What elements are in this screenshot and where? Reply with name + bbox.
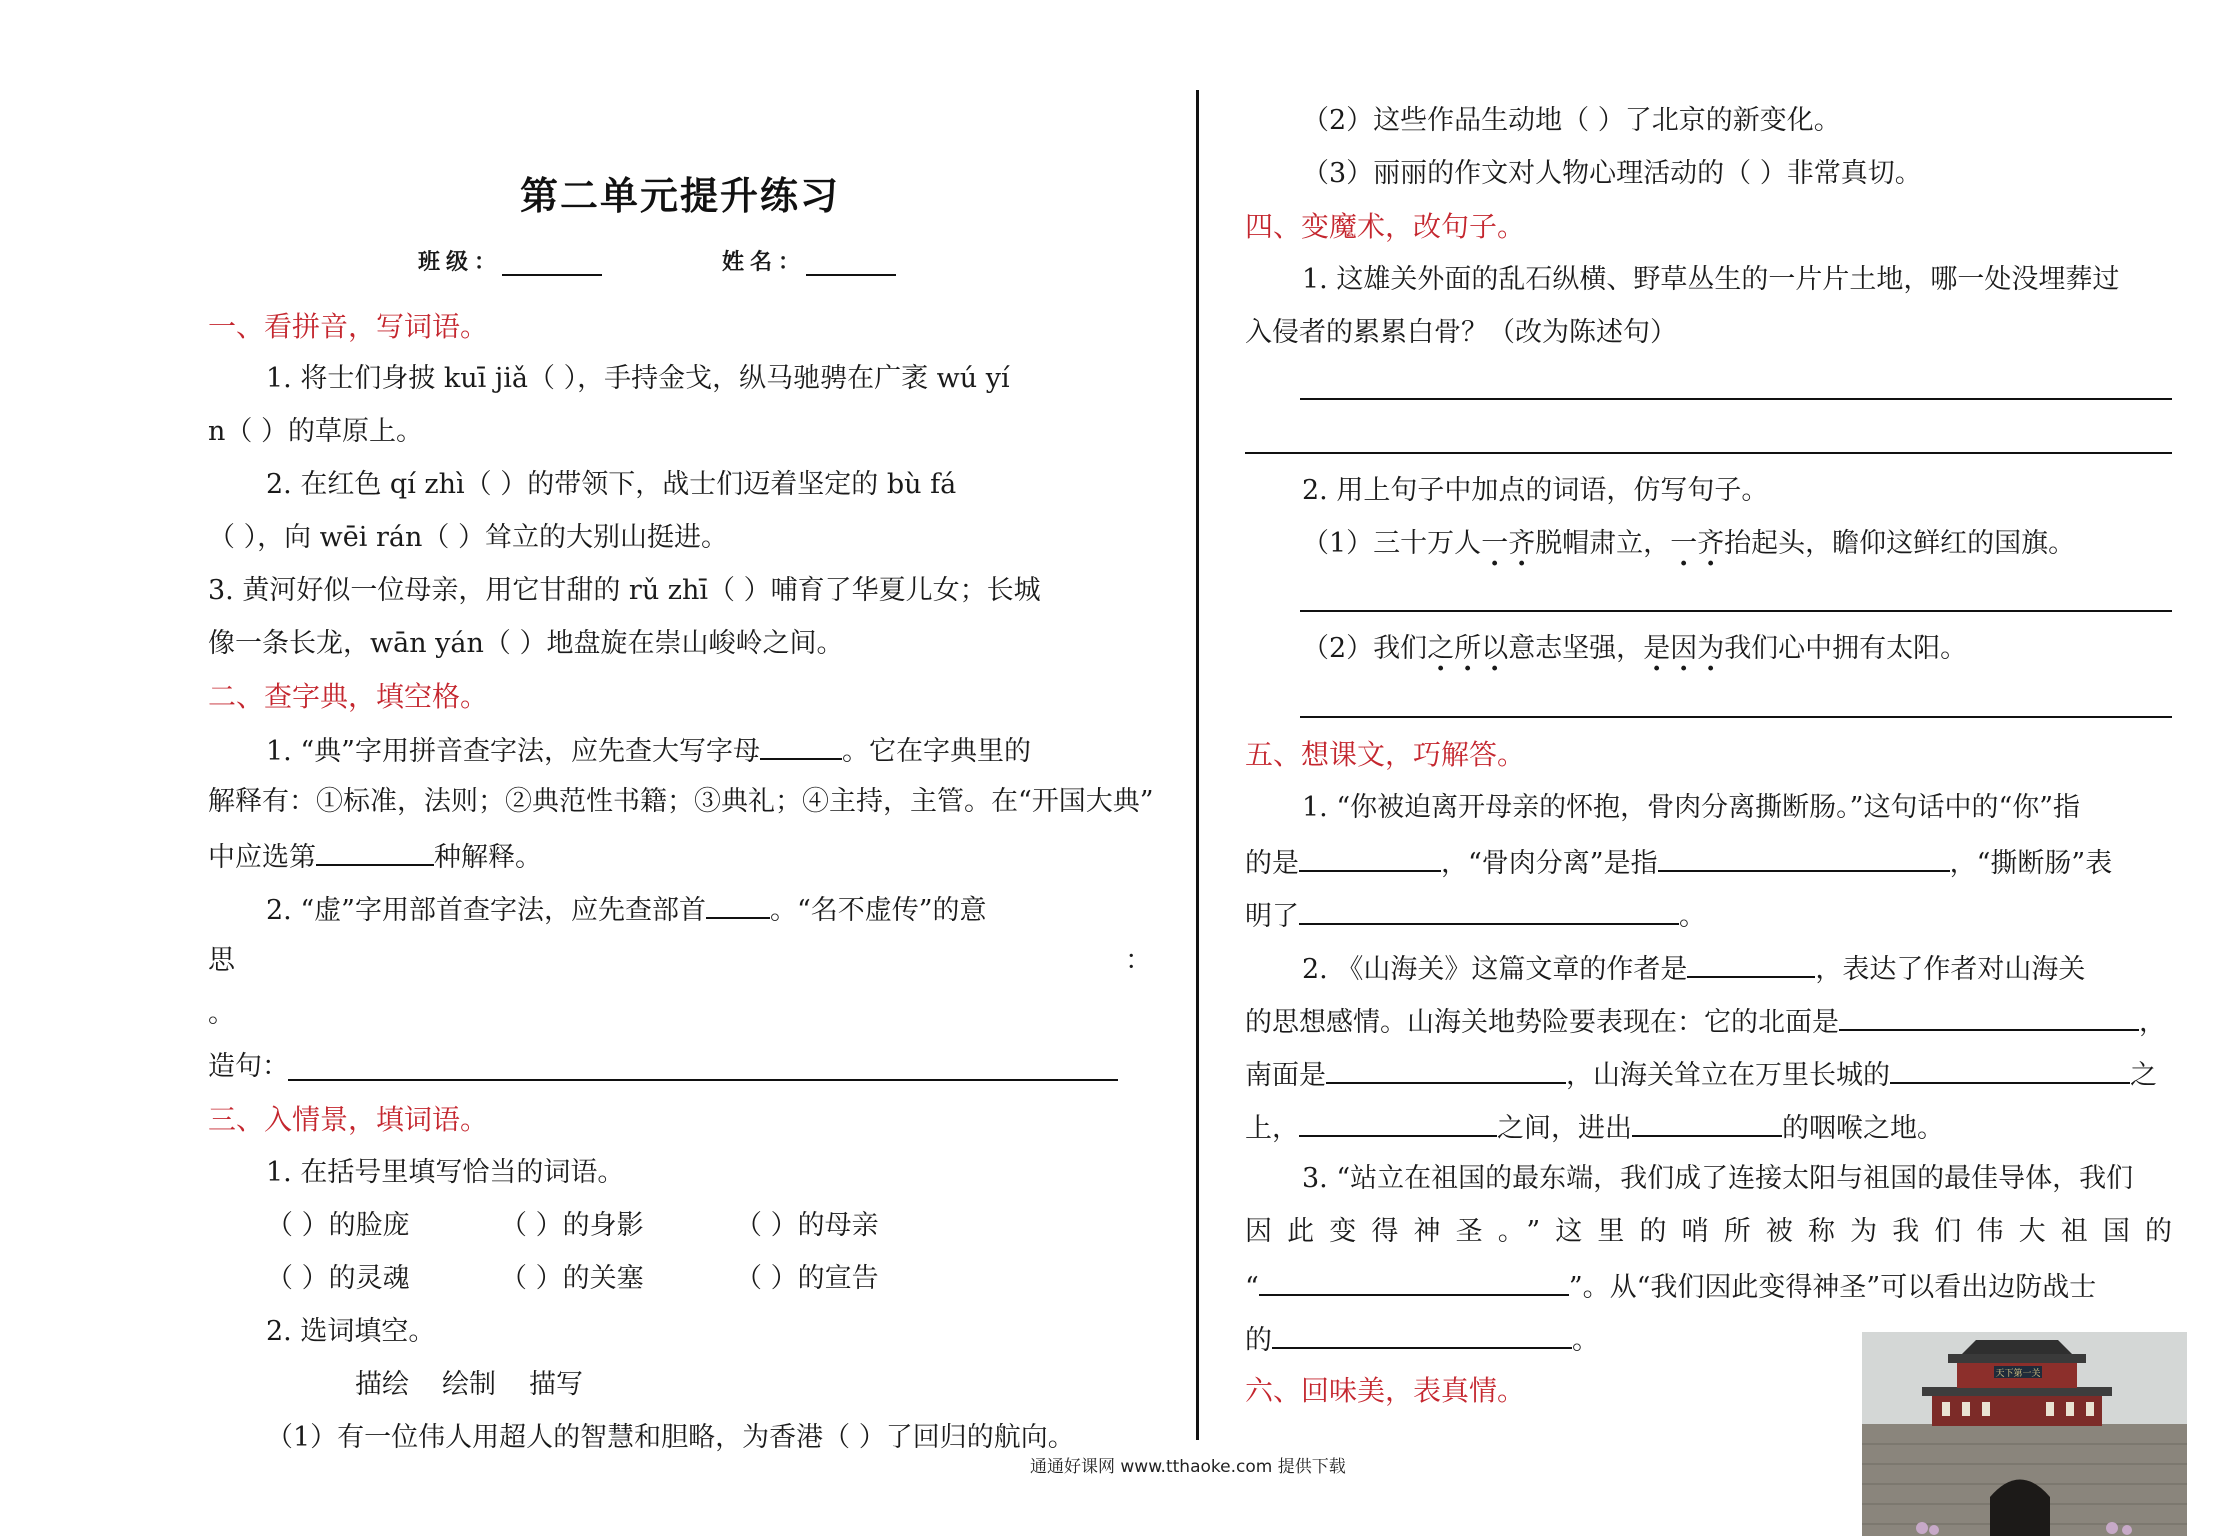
s2-q1-text-c2: 种解释。 xyxy=(434,842,542,873)
section-3-heading: 三、入情景，填词语。 xyxy=(208,1103,489,1136)
s4-q2-1-dotted-2: 齐 xyxy=(1508,528,1536,559)
s1-q2-line-b: （ ），向 wēi rán（ ）耸立的大别山挺进。 xyxy=(208,522,728,553)
s2-q1-blank-letter[interactable] xyxy=(760,732,842,760)
section-4-heading: 四、变魔术，改句子。 xyxy=(1245,210,1526,243)
s5-q2-text-c1: 南面是 xyxy=(1245,1060,1326,1091)
s4-q2-2-answer-line[interactable] xyxy=(1300,716,2172,718)
s5-q2-blank-between[interactable] xyxy=(1299,1109,1497,1137)
s5-q3-blank-name[interactable] xyxy=(1259,1268,1569,1296)
s5-q1-text-c2: 。 xyxy=(1679,901,1706,932)
sentence-answer-line[interactable] xyxy=(288,1079,1118,1081)
s2-q2-text-d: 造句： xyxy=(208,1051,289,1082)
s4-q2-1-pre: （1）三十万人 xyxy=(1302,528,1482,559)
s3-row-1-item-2: （ ）的身影 xyxy=(500,1210,644,1241)
s5-q3-line-d xyxy=(1245,1321,1599,1358)
s3-q1-text: 1. 在括号里填写恰当的词语。 xyxy=(266,1157,625,1188)
s5-q3-text-d2: 。 xyxy=(1572,1325,1599,1356)
s2-q2-text-c: 。 xyxy=(208,998,235,1029)
s5-q1-text-b1: 的是 xyxy=(1245,848,1299,879)
s4-q2-2-dotted-2: 所 xyxy=(1454,633,1482,664)
s3-row-2-item-2: （ ）的关塞 xyxy=(500,1263,644,1294)
section-2-heading: 二、查字典，填空格。 xyxy=(208,680,489,713)
s4-q2-2-dotted-1: 之 xyxy=(1427,633,1455,664)
s5-q1-line-a: 1. “你被迫离开母亲的怀抱，骨肉分离撕断肠。”这句话中的“你”指 xyxy=(1302,792,2081,823)
s2-q2-blank-radical[interactable] xyxy=(706,891,770,919)
s4-q2-2-pre: （2）我们 xyxy=(1302,633,1428,664)
section-1-heading: 一、看拼音，写词语。 xyxy=(208,310,489,343)
s4-q2-2-post: 我们心中拥有太阳。 xyxy=(1724,633,1968,664)
s2-q2-text-b1: 思 xyxy=(208,945,235,976)
s5-q2-text-b1: 的思想感情。山海关地势险要表现在：它的北面是 xyxy=(1245,1007,1839,1038)
s2-q2-text-a1: 2. “虚”字用部首查字法，应先查部首 xyxy=(266,895,706,926)
student-info xyxy=(418,245,896,276)
s4-q1-line-b: 入侵者的累累白骨？（改为陈述句） xyxy=(1245,317,1677,348)
s4-q2-1-answer-line[interactable] xyxy=(1300,610,2172,612)
footer-credit: 通通好课网 www.tthaoke.com 提供下载 xyxy=(1030,1457,1346,1477)
name-blank[interactable] xyxy=(806,252,896,276)
s5-q2-text-d2: 之间，进出 xyxy=(1497,1113,1632,1144)
s4-q2-2-sentence xyxy=(1302,632,1967,666)
s2-q2-line-a xyxy=(266,891,987,928)
s5-q1-line-b xyxy=(1245,844,2112,881)
s1-q2-line-a: 2. 在红色 qí zhì（ ）的带领下，战士们迈着坚定的 bù fá xyxy=(266,469,957,500)
shanhaiguan-photo xyxy=(1862,1332,2187,1536)
s4-q2-2-dotted-3: 以 xyxy=(1481,633,1509,664)
s1-q3-line-b: 像一条长龙，wān yán（ ）地盘旋在崇山峻岭之间。 xyxy=(208,628,844,659)
s4-q2-text: 2. 用上句子中加点的词语，仿写句子。 xyxy=(1302,475,1769,506)
s4-q1-answer-line-2[interactable] xyxy=(1245,452,2172,454)
s5-q2-blank-throat[interactable] xyxy=(1632,1109,1782,1137)
s5-q2-line-a xyxy=(1302,950,2085,987)
s5-q2-line-c xyxy=(1245,1056,2157,1093)
s4-q2-1-dotted-1: 一 xyxy=(1481,528,1509,559)
s4-q1-line-a: 1. 这雄关外面的乱石纵横、野草丛生的一片片土地，哪一处没埋葬过 xyxy=(1302,264,2120,295)
s5-q2-line-b xyxy=(1245,1003,2166,1040)
s5-q1-text-b2: ，“骨肉分离”是指 xyxy=(1441,848,1658,879)
s4-q2-2-dotted-6: 为 xyxy=(1697,633,1725,664)
page-title: 第二单元提升练习 xyxy=(520,174,841,218)
s2-q1-line-a xyxy=(266,732,1031,769)
s3-q2-1-text: （1）有一位伟人用超人的智慧和胆略，为香港（ ）了回归的航向。 xyxy=(266,1422,1075,1453)
s5-q3-text-c2: ”。从“我们因此变得神圣”可以看出边防战士 xyxy=(1568,1272,2097,1303)
s2-q2-text-a2: 。“名不虚传”的意 xyxy=(769,895,987,926)
s5-q3-line-c xyxy=(1245,1268,2096,1305)
s3-q2-text: 2. 选词填空。 xyxy=(266,1316,436,1347)
s5-q3-text-c1: “ xyxy=(1245,1272,1259,1303)
s3-row-1-item-3: （ ）的母亲 xyxy=(735,1210,879,1241)
s2-q1-text-a1: 1. “典”字用拼音查字法，应先查大写字母 xyxy=(266,736,760,767)
s3-word-2: 绘制 xyxy=(442,1369,496,1400)
s3-q2-2-text: （2）这些作品生动地（ ）了北京的新变化。 xyxy=(1302,105,1841,136)
s4-q2-2-dotted-5: 因 xyxy=(1670,633,1698,664)
s5-q2-line-d xyxy=(1245,1109,1944,1146)
s2-q2-text-b2: ： xyxy=(1125,945,1152,976)
s3-word-1: 描绘 xyxy=(355,1369,409,1400)
section-5-heading: 五、想课文，巧解答。 xyxy=(1245,738,1526,771)
s5-q2-blank-south[interactable] xyxy=(1326,1056,1566,1084)
s2-q1-blank-number[interactable] xyxy=(316,838,434,866)
s1-q1-line-a: 1. 将士们身披 kuī jiǎ（ ），手持金戈，纵马驰骋在广袤 wú yí xyxy=(266,363,1010,394)
s5-q1-blank-separation[interactable] xyxy=(1658,844,1950,872)
s3-row-1-item-1: （ ）的脸庞 xyxy=(266,1210,410,1241)
gate-tower-illustration xyxy=(1862,1332,2187,1536)
s2-q1-line-b: 解释有：①标准，法则；②典范性书籍；③典礼；④主持，主管。在“开国大典” xyxy=(208,786,1154,817)
s4-q2-1-mid: 脱帽肃立， xyxy=(1535,528,1671,559)
s5-q1-text-b3: ，“撕断肠”表 xyxy=(1949,848,2113,879)
s5-q3-line-b: 因此变得神圣。”这里的哨所被称为我们伟大祖国的 xyxy=(1245,1216,2172,1247)
s5-q2-text-a2: ，表达了作者对山海关 xyxy=(1815,954,2086,985)
gate-sign-text: 天下第一关 xyxy=(1995,1369,2041,1379)
s1-q3-line-a: 3. 黄河好似一位母亲，用它甘甜的 rǔ zhī（ ）哺育了华夏儿女；长城 xyxy=(208,575,1041,606)
s2-q1-text-a2: 。它在字典里的 xyxy=(841,736,1031,767)
s4-q2-2-dotted-4: 是 xyxy=(1643,633,1671,664)
s5-q2-text-d3: 的咽喉之地。 xyxy=(1782,1113,1944,1144)
s5-q3-blank-spirit[interactable] xyxy=(1272,1321,1572,1349)
s3-row-2-item-1: （ ）的灵魂 xyxy=(266,1263,410,1294)
s5-q2-blank-author[interactable] xyxy=(1687,950,1815,978)
section-6-heading: 六、回味美，表真情。 xyxy=(1245,1374,1526,1407)
class-label: 班级： xyxy=(418,250,503,275)
s5-q2-blank-north[interactable] xyxy=(1839,1003,2139,1031)
s1-q1-line-b: n（ ）的草原上。 xyxy=(208,416,423,447)
s5-q2-text-c3: 之 xyxy=(2130,1060,2157,1091)
s4-q2-1-dotted-4: 齐 xyxy=(1697,528,1725,559)
s4-q2-1-sentence xyxy=(1302,527,2075,561)
class-blank[interactable] xyxy=(502,252,602,276)
s3-word-3: 描写 xyxy=(529,1369,583,1400)
name-label: 姓名： xyxy=(722,250,807,275)
s5-q1-blank-you[interactable] xyxy=(1299,844,1441,872)
s4-q1-answer-line-1[interactable] xyxy=(1300,398,2172,400)
s4-q2-2-mid: 意志坚强， xyxy=(1508,633,1644,664)
s4-q2-1-dotted-3: 一 xyxy=(1670,528,1698,559)
column-divider xyxy=(1196,90,1199,1440)
s5-q2-text-b2: ， xyxy=(2139,1007,2166,1038)
s5-q1-line-c xyxy=(1245,897,1706,934)
s5-q2-blank-wall[interactable] xyxy=(1890,1056,2130,1084)
s3-q2-3-text: （3）丽丽的作文对人物心理活动的（ ）非常真切。 xyxy=(1302,158,1922,189)
s2-q1-text-c1: 中应选第 xyxy=(208,842,316,873)
s5-q2-text-c2: ，山海关耸立在万里长城的 xyxy=(1566,1060,1890,1091)
s5-q1-blank-meaning[interactable] xyxy=(1299,897,1679,925)
s5-q2-text-d1: 上， xyxy=(1245,1113,1299,1144)
s5-q1-text-c1: 明了 xyxy=(1245,901,1299,932)
s3-row-2-item-3: （ ）的宣告 xyxy=(735,1263,879,1294)
s4-q2-1-post: 抬起头，瞻仰这鲜红的国旗。 xyxy=(1724,528,2076,559)
s5-q3-line-a: 3. “站立在祖国的最东端，我们成了连接太阳与祖国的最佳导体，我们 xyxy=(1302,1163,2134,1194)
s5-q2-text-a1: 2. 《山海关》这篇文章的作者是 xyxy=(1302,954,1688,985)
s5-q3-text-d1: 的 xyxy=(1245,1325,1272,1356)
s2-q1-line-c xyxy=(208,838,542,875)
